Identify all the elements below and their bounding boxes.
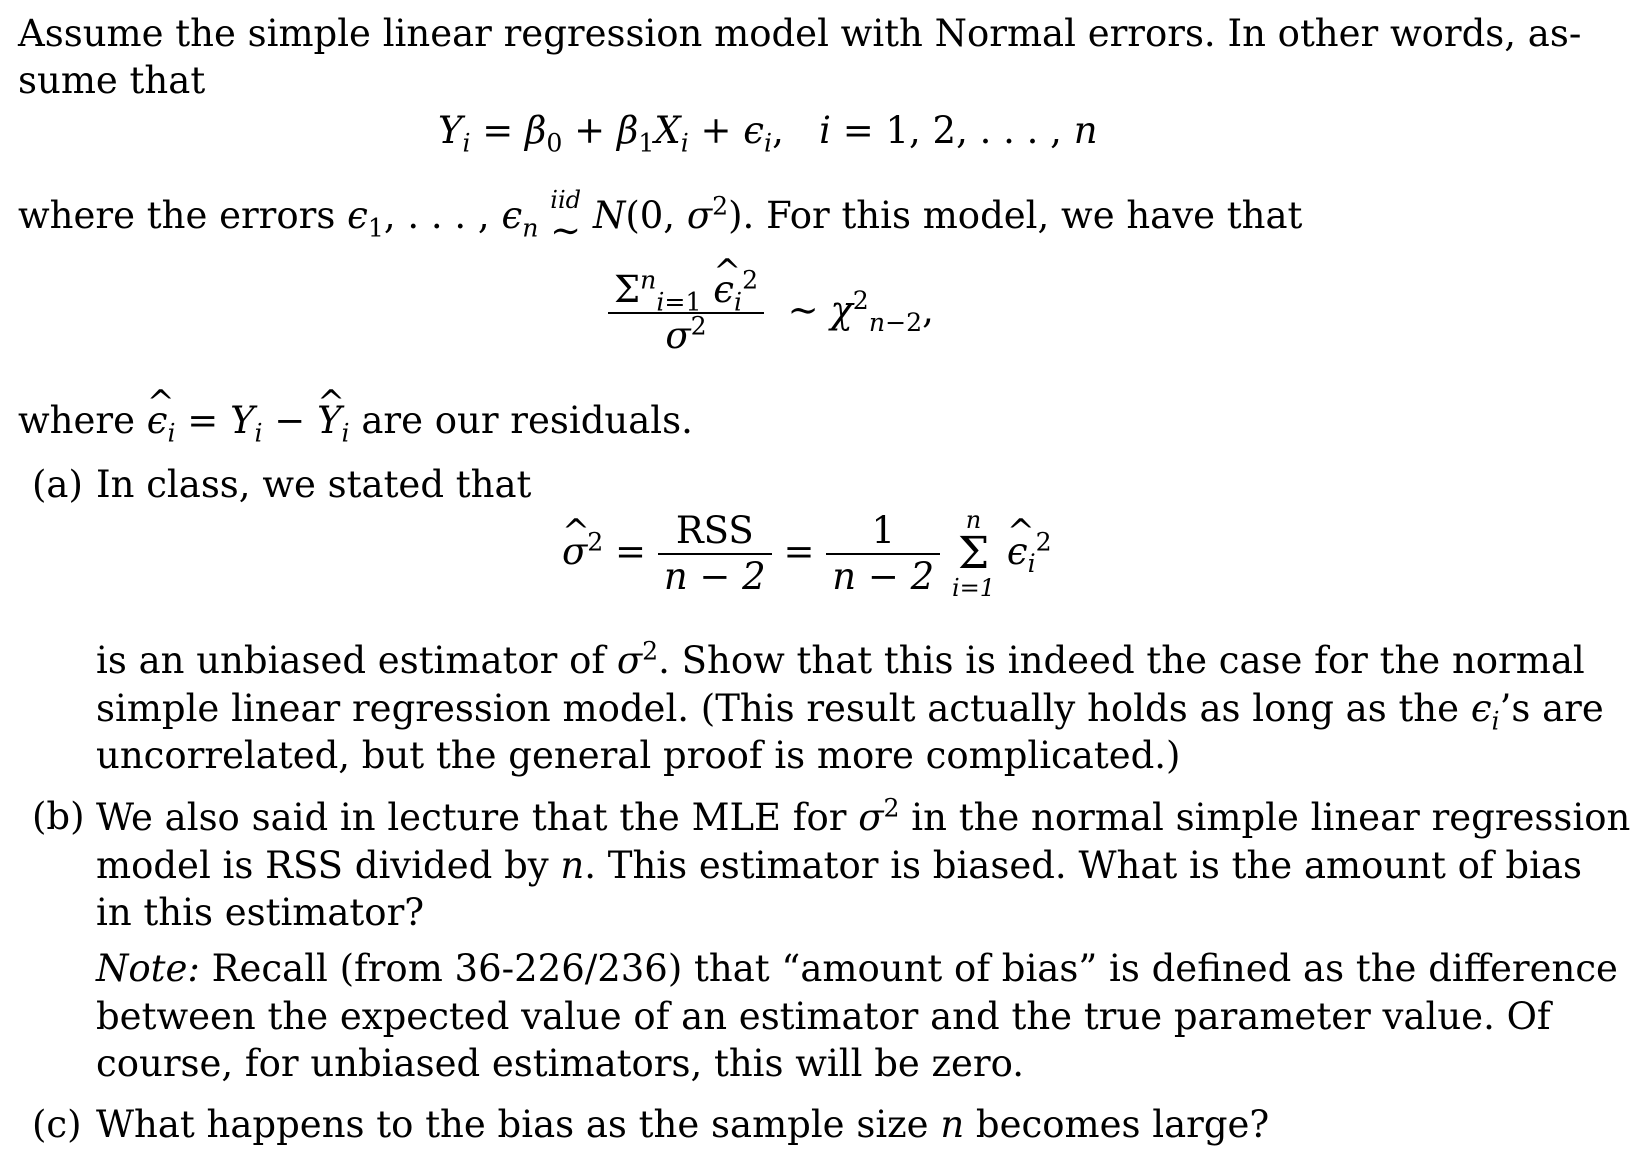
part-c-label: (c) [32,1103,82,1146]
part-a-body-2: simple linear regression model. (This result actually holds as long as the $\epsilon_i’s$ are [96,687,1604,736]
part-b-note-3: course, for unbiased estimators, this will be zero. [96,1042,1024,1085]
part-a-body-1: is an unbiased estimator of $\sigma^2$. Show that this is indeed the case for the normal [96,636,1585,682]
one-over-fraction: $\frac{1}{n - 2}$ [826,509,940,599]
errors-prefix: where the errors [18,194,336,238]
intro-line-2: sume that [18,59,206,102]
rss-fraction: $\frac{\text{RSS}}{n - 2}$ [658,509,772,599]
part-c-text: What happens to the bias as the sample size n becomes large? [96,1103,1270,1146]
model-equation: $Y_i = \beta_0 + \beta_1X_i + \epsilon_i$, i = 1, 2, . . . , n [438,109,1098,158]
part-a-label: (a) [32,463,83,506]
sigma-hat-equation: ^ $\sigma^2$ = $\frac{\text{RSS}}{n - 2}$ = $\frac{1}{n - 2}$ n Σ i=1 ^ $\epsilon_i^2$ [562,508,1052,601]
part-b-body-3: in this estimator? [96,891,425,934]
part-a-body-3: uncorrelated, but the general proof is more complicated.) [96,734,1181,777]
iid-tilde: iid ∼ [550,186,582,253]
part-b-body-2: model is RSS divided by n. This estimator is biased. What is the amount of bias [96,844,1582,887]
part-b-note-2: between the expected value of an estimator and the true parameter value. Of [96,995,1551,1038]
part-b-body-1: We also said in lecture that the MLE for $\sigma^2$ in the normal simple linear regression [96,793,1630,839]
part-b-label: (b) [32,795,85,838]
errors-line: where the errors $\epsilon_1$, . . . , $\epsilon_n$ iid ∼ N(0, $\sigma^2$). For this model, we have that [18,186,1303,253]
intro-line-1: Assume the simple linear regression model with Normal errors. In other words, as- [18,12,1582,55]
chisq-fraction: $\frac{\Sigma^n_{i=1} \^{} \epsilon_i^2}{\sigma^2}$ [608,268,764,358]
part-a-intro: In class, we stated that [96,463,532,506]
part-b-note-1: Note: Recall (from 36-226/236) that “amount of bias” is defined as the difference [96,947,1618,990]
residuals-line: where ^ $\epsilon_i = Y_i$ − ^ $Y_i$ are our residuals. [18,398,693,444]
chisq-equation: $\frac{\Sigma^n_{i=1} \^{} \epsilon_i^2}{\sigma^2}$ ∼ $\chi^2_{n-2}$, [608,268,934,358]
sum-operator: n Σ i=1 [951,506,996,603]
